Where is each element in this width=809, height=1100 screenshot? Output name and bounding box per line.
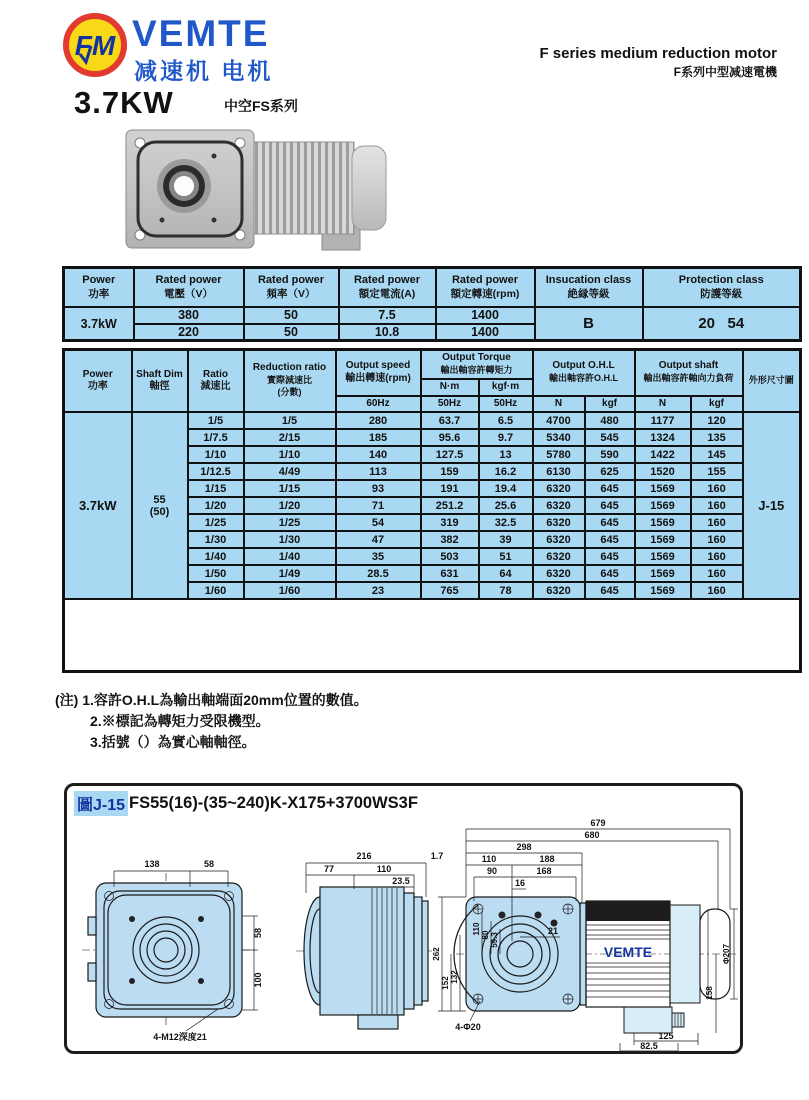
dim-label: 679 bbox=[590, 818, 606, 828]
shaftload-unit-n: N bbox=[635, 396, 691, 413]
spec-cell: 280 bbox=[336, 412, 421, 429]
spec-cell: 6320 bbox=[533, 497, 585, 514]
note-prefix: (注) bbox=[55, 692, 83, 708]
dim-label: 138 bbox=[144, 859, 160, 869]
spec-cell: 6320 bbox=[533, 531, 585, 548]
dimension-drawing-box bbox=[64, 783, 743, 1054]
dim-label: 152 bbox=[441, 976, 450, 990]
note-text: 1.容許O.H.L為輸出軸端面20mm位置的數值。 bbox=[82, 692, 368, 708]
spec-empty-row bbox=[64, 599, 801, 671]
spec-cell: 16.2 bbox=[479, 463, 533, 480]
spec-cell: 160 bbox=[691, 582, 743, 599]
dimension-drawing bbox=[68, 817, 740, 1055]
drawing-title bbox=[74, 791, 418, 816]
product-photo bbox=[122, 126, 394, 254]
spec-cell: 1520 bbox=[635, 463, 691, 480]
voltage-value: 380 bbox=[134, 307, 244, 324]
spec-cell: 9.7 bbox=[479, 429, 533, 446]
col-shaft-dim: Shaft Dim 軸徑 bbox=[132, 350, 188, 413]
spec-cell: 645 bbox=[585, 548, 635, 565]
spec-cell: 1422 bbox=[635, 446, 691, 463]
spec-cell: 1569 bbox=[635, 480, 691, 497]
spec-cell: 6320 bbox=[533, 548, 585, 565]
spec-cell: 645 bbox=[585, 497, 635, 514]
spec-cell: 645 bbox=[585, 480, 635, 497]
spec-cell: 631 bbox=[421, 565, 479, 582]
spec-cell: 1569 bbox=[635, 582, 691, 599]
frequency-value: 50 bbox=[244, 324, 339, 341]
spec-cell: 1/60 bbox=[188, 582, 244, 599]
spec-cell: 25.6 bbox=[479, 497, 533, 514]
spec-cell: 1/15 bbox=[244, 480, 336, 497]
spec-cell: 480 bbox=[585, 412, 635, 429]
spec-cell: 1/12.5 bbox=[188, 463, 244, 480]
col-insulation: Insucation class 絶縁等級 bbox=[535, 268, 643, 307]
dim-label: 216 bbox=[356, 851, 372, 861]
ratings-header-row bbox=[64, 268, 801, 307]
spec-cell: 185 bbox=[336, 429, 421, 446]
dim-label: 1.7 bbox=[430, 851, 444, 861]
protection-value: 20 54 bbox=[643, 307, 801, 341]
dim-label: 262 bbox=[432, 947, 441, 961]
spec-cell: 645 bbox=[585, 565, 635, 582]
spec-table-footer bbox=[64, 599, 801, 671]
dim-label: 90 bbox=[486, 866, 498, 876]
brand-name-zh: 减速机 电机 bbox=[134, 58, 274, 84]
photo-shaft-hole bbox=[174, 176, 194, 196]
bolt-spec-label: 4-M12深度21 bbox=[153, 1032, 207, 1042]
spec-cell: 1/20 bbox=[188, 497, 244, 514]
motor-brand-label: VEMTE bbox=[603, 944, 653, 960]
spec-table bbox=[62, 348, 802, 673]
col-voltage: Rated power 電壓（V） bbox=[134, 268, 244, 307]
dim-label: 21 bbox=[548, 926, 559, 936]
spec-cell: 160 bbox=[691, 531, 743, 548]
col-output-torque: Output Torque 輸出軸容許轉矩力 bbox=[421, 350, 533, 380]
ratings-table bbox=[62, 266, 802, 342]
spec-cell: 1324 bbox=[635, 429, 691, 446]
note-line-3: 3.括號（）為實心軸軸徑。 bbox=[90, 734, 256, 750]
spec-cell: 191 bbox=[421, 480, 479, 497]
spec-cell: 6320 bbox=[533, 582, 585, 599]
dim-label: 100 bbox=[253, 972, 263, 988]
spec-cell: 1/40 bbox=[188, 548, 244, 565]
dim-label: 16 bbox=[514, 878, 526, 888]
spec-cell: 13 bbox=[479, 446, 533, 463]
spec-cell: 63.7 bbox=[421, 412, 479, 429]
page-title-power: 3.7KW bbox=[74, 85, 174, 120]
spec-table-body bbox=[64, 412, 801, 599]
spec-cell: 590 bbox=[585, 446, 635, 463]
spec-cell: 1/5 bbox=[244, 412, 336, 429]
spec-cell: 645 bbox=[585, 582, 635, 599]
note-line-2: 2.※標記為轉矩力受限機型。 bbox=[90, 713, 270, 729]
spec-cell: 1/25 bbox=[244, 514, 336, 531]
col-output-ohl: Output O.H.L 輸出軸容許O.H.L bbox=[533, 350, 635, 396]
dim-label: 110 bbox=[376, 864, 392, 874]
current-value: 10.8 bbox=[339, 324, 436, 341]
spec-cell: 503 bbox=[421, 548, 479, 565]
side-view bbox=[296, 851, 443, 1029]
spec-cell: 6320 bbox=[533, 514, 585, 531]
spec-cell: 127.5 bbox=[421, 446, 479, 463]
photo-bolt bbox=[212, 218, 217, 223]
spec-cell: 78 bbox=[479, 582, 533, 599]
col-outline-drawing: 外形尺寸圖 bbox=[743, 350, 801, 413]
empty-cell bbox=[64, 599, 801, 671]
spec-cell: 160 bbox=[691, 565, 743, 582]
spec-cell: 6.5 bbox=[479, 412, 533, 429]
spec-cell: 1/15 bbox=[188, 480, 244, 497]
dim-label: 80 bbox=[481, 930, 490, 940]
spec-cell: 1/30 bbox=[244, 531, 336, 548]
spec-cell: 155 bbox=[691, 463, 743, 480]
spec-cell: 5780 bbox=[533, 446, 585, 463]
brand-name: VEMTE bbox=[132, 13, 270, 54]
drawing-model-code: FS55(16)-(35~240)K-X175+3700WS3F bbox=[129, 794, 418, 812]
speed-value: 1400 bbox=[436, 324, 535, 341]
spec-cell: 645 bbox=[585, 531, 635, 548]
speed-value: 1400 bbox=[436, 307, 535, 324]
dim-label: 77 bbox=[323, 864, 335, 874]
motor-fins bbox=[586, 925, 670, 997]
ratings-row-380v bbox=[64, 307, 801, 324]
spec-cell: 145 bbox=[691, 446, 743, 463]
dim-label: 680 bbox=[584, 830, 600, 840]
spec-cell: 545 bbox=[585, 429, 635, 446]
spec-cell: 625 bbox=[585, 463, 635, 480]
dim-label: 298 bbox=[516, 842, 532, 852]
insulation-value: B bbox=[535, 307, 643, 341]
col-current: Rated power 額定電流(A) bbox=[339, 268, 436, 307]
spec-cell: 4/49 bbox=[244, 463, 336, 480]
shaft-dim-value: 55 (50) bbox=[132, 412, 188, 599]
spec-cell: 159 bbox=[421, 463, 479, 480]
dim-label: 125 bbox=[658, 1031, 674, 1041]
spec-cell: 5340 bbox=[533, 429, 585, 446]
torque-hz-2: 50Hz bbox=[479, 396, 533, 413]
bolt-spec-label: 4-Φ20 bbox=[455, 1022, 481, 1032]
ohl-unit-kgf: kgf bbox=[585, 396, 635, 413]
photo-motor-endcap bbox=[352, 146, 386, 230]
photo-bolt bbox=[160, 218, 165, 223]
spec-cell: 95.6 bbox=[421, 429, 479, 446]
spec-cell: 1569 bbox=[635, 497, 691, 514]
spec-cell: 35 bbox=[336, 548, 421, 565]
spec-cell: 93 bbox=[336, 480, 421, 497]
spec-cell: 140 bbox=[336, 446, 421, 463]
spec-cell: 1569 bbox=[635, 565, 691, 582]
spec-cell: 71 bbox=[336, 497, 421, 514]
spec-cell: 32.5 bbox=[479, 514, 533, 531]
spec-cell: 28.5 bbox=[336, 565, 421, 582]
spec-cell: 1/10 bbox=[244, 446, 336, 463]
spec-cell: 251.2 bbox=[421, 497, 479, 514]
dim-label: 59.3 bbox=[490, 932, 499, 948]
spec-cell: 1177 bbox=[635, 412, 691, 429]
series-heading-zh: F系列中型减速電機 bbox=[673, 65, 777, 79]
spec-cell: 1/5 bbox=[188, 412, 244, 429]
dim-label: 58 bbox=[253, 927, 263, 939]
col-protection: Protection class 防護等級 bbox=[643, 268, 801, 307]
spec-cell: 1/49 bbox=[244, 565, 336, 582]
dim-label: Φ207 bbox=[722, 944, 731, 964]
series-heading bbox=[539, 45, 777, 80]
spec-cell: 6320 bbox=[533, 480, 585, 497]
spec-cell: 39 bbox=[479, 531, 533, 548]
spec-cell: 113 bbox=[336, 463, 421, 480]
spec-cell: 319 bbox=[421, 514, 479, 531]
spec-cell: 135 bbox=[691, 429, 743, 446]
spec-cell: 51 bbox=[479, 548, 533, 565]
ohl-unit-n: N bbox=[533, 396, 585, 413]
spec-header-row-main bbox=[64, 350, 801, 380]
brand-logo bbox=[62, 12, 128, 78]
torque-hz-1: 50Hz bbox=[421, 396, 479, 413]
torque-unit-kgfm: kgf·m bbox=[479, 379, 533, 396]
logo-monogram: FM bbox=[74, 30, 116, 61]
speed-hz: 60Hz bbox=[336, 396, 421, 413]
dim-label: 188 bbox=[539, 854, 555, 864]
spec-cell: 765 bbox=[421, 582, 479, 599]
power-value: 3.7kW bbox=[64, 412, 132, 599]
spec-cell: 1/10 bbox=[188, 446, 244, 463]
spec-row bbox=[64, 412, 801, 429]
spec-cell: 1/7.5 bbox=[188, 429, 244, 446]
dim-label: 23.5 bbox=[392, 876, 410, 886]
page-title-series: 中空FS系列 bbox=[224, 98, 298, 114]
spec-cell: 1/25 bbox=[188, 514, 244, 531]
frequency-value: 50 bbox=[244, 307, 339, 324]
spec-cell: 160 bbox=[691, 548, 743, 565]
col-ratio: Ratio 減速比 bbox=[188, 350, 244, 413]
torque-unit-nm: N·m bbox=[421, 379, 479, 396]
shaftload-unit-kgf: kgf bbox=[691, 396, 743, 413]
col-output-shaft-load: Output shaft 輸出軸容許軸向力負荷 bbox=[635, 350, 743, 396]
voltage-value: 220 bbox=[134, 324, 244, 341]
front-view bbox=[82, 859, 263, 1042]
col-speed: Rated power 額定轉速(rpm) bbox=[436, 268, 535, 307]
spec-cell: 19.4 bbox=[479, 480, 533, 497]
spec-cell: 160 bbox=[691, 497, 743, 514]
dim-label: 110 bbox=[472, 922, 481, 936]
dim-label: 82.5 bbox=[640, 1041, 658, 1051]
spec-cell: 2/15 bbox=[244, 429, 336, 446]
dim-label: 132 bbox=[450, 970, 459, 984]
col-power: Power 功率 bbox=[64, 350, 132, 413]
dim-label: 168 bbox=[536, 866, 552, 876]
spec-cell: 6130 bbox=[533, 463, 585, 480]
dim-label: 110 bbox=[481, 854, 497, 864]
spec-cell: 1/50 bbox=[188, 565, 244, 582]
spec-cell: 54 bbox=[336, 514, 421, 531]
spec-cell: 1/60 bbox=[244, 582, 336, 599]
spec-cell: 160 bbox=[691, 480, 743, 497]
spec-cell: 6320 bbox=[533, 565, 585, 582]
dim-label: 158 bbox=[705, 986, 714, 1000]
photo-bolt bbox=[212, 154, 217, 159]
spec-cell: 47 bbox=[336, 531, 421, 548]
spec-cell: 1569 bbox=[635, 548, 691, 565]
spec-cell: 382 bbox=[421, 531, 479, 548]
notes-block bbox=[55, 690, 368, 753]
spec-cell: 1/40 bbox=[244, 548, 336, 565]
spec-cell: 1/20 bbox=[244, 497, 336, 514]
current-value: 7.5 bbox=[339, 307, 436, 324]
power-value: 3.7kW bbox=[64, 307, 134, 341]
spec-cell: 64 bbox=[479, 565, 533, 582]
spec-cell: 160 bbox=[691, 514, 743, 531]
col-power: Power 功率 bbox=[64, 268, 134, 307]
col-output-speed: Output speed 輸出轉速(rpm) bbox=[336, 350, 421, 396]
photo-motor-fins bbox=[254, 142, 354, 234]
col-reduction-ratio: Reduction ratio 實際減速比 (分數) bbox=[244, 350, 336, 413]
spec-cell: 1569 bbox=[635, 514, 691, 531]
spec-cell: 23 bbox=[336, 582, 421, 599]
spec-cell: 120 bbox=[691, 412, 743, 429]
note-line-1 bbox=[55, 690, 368, 711]
col-frequency: Rated power 頻率（V） bbox=[244, 268, 339, 307]
spec-cell: 1569 bbox=[635, 531, 691, 548]
spec-cell: 645 bbox=[585, 514, 635, 531]
assembly-view bbox=[432, 818, 738, 1054]
outline-ref-value: J-15 bbox=[743, 412, 801, 599]
spec-cell: 1/30 bbox=[188, 531, 244, 548]
series-heading-en: F series medium reduction motor bbox=[539, 45, 777, 62]
spec-cell: 4700 bbox=[533, 412, 585, 429]
drawing-ref-tag: 圖J-15 bbox=[74, 791, 128, 816]
dim-label: 58 bbox=[203, 859, 215, 869]
